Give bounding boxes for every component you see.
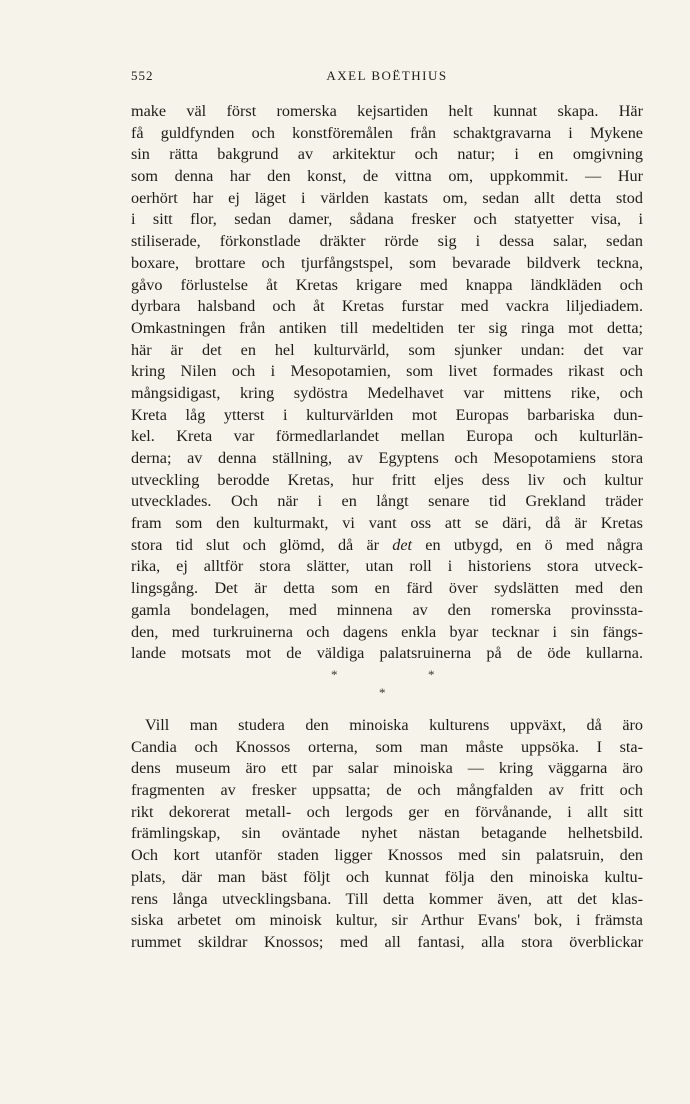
text-segment: stora tid slut och glömd, då är xyxy=(131,535,393,554)
emphasized-word: det xyxy=(392,535,413,554)
text-line: kring Nilen och i Mesopotamien, som livet formades rikast och xyxy=(131,362,643,381)
text-line: här är det en hel kulturvärld, som sjunker undan: det var xyxy=(131,340,643,359)
text-line: Omkastningen från antiken till medeltiden ter sig ringa mot detta; xyxy=(131,318,643,337)
page-number: 552 xyxy=(131,68,154,83)
text-line: plats, där man bäst följt och kunnat följa den minoiska kultu- xyxy=(131,867,643,886)
asterisk-right: * xyxy=(428,667,435,682)
text-line: boxare, brottare och tjurfångstspel, som bevarade bildverk teckna, xyxy=(131,253,643,272)
text-line: stiliserade, förkonstlade dräkter rörde sig i dessa salar, sedan xyxy=(131,232,643,251)
text-line: mångsidigast, kring sydöstra Medelhavet var mittens rike, och xyxy=(131,383,643,402)
text-line: främlingskap, sin oväntade nyhet nästan betagande helhetsbild. xyxy=(131,824,643,843)
text-line: make väl först romerska kejsartiden helt kunnat skapa. Här xyxy=(131,102,643,120)
text-line: dyrbara halsband och åt Kretas furstar med vackra liljediadem. xyxy=(131,297,643,316)
text-line: Kreta låg ytterst i kulturvärlden mot Europas barbariska dun- xyxy=(131,405,643,424)
text-line: dens museum äro ett par salar minoiska — kring väggarna äro xyxy=(131,759,643,778)
running-head xyxy=(131,68,643,86)
text-line: Och kort utanför staden ligger Knossos med sin palatsruin, den xyxy=(131,846,643,865)
paragraph-2 xyxy=(131,715,643,954)
text-line: rummet skildrar Knossos; med all fantasi, alla stora överblickar xyxy=(131,932,643,951)
text-line-with-emphasis xyxy=(131,535,643,557)
text-line: fram som den kulturmakt, vi vant oss att se däri, då är Kretas xyxy=(131,514,643,533)
running-title: AXEL BOËTHIUS xyxy=(326,68,448,83)
text-segment: en utbygd, en ö med några xyxy=(412,535,643,554)
text-line: utvecklades. Och när i en långt senare tid Grekland träder xyxy=(131,492,643,511)
text-line: rika, ej alltför stora slätter, utan roll i historiens stora utveck- xyxy=(131,557,643,576)
text-line: som denna har den konst, de vittna om, uppkommit. — Hur xyxy=(131,167,643,186)
text-line: den, med turkruinerna och dagens enkla byar tecknar i sin fängs- xyxy=(131,622,643,641)
text-line: utveckling berodde Kretas, hur fritt eljes dess liv och kultur xyxy=(131,470,643,489)
text-line: Candia och Knossos orterna, som man måste uppsöka. I sta- xyxy=(131,737,643,756)
text-line: sin rätta bakgrund av arkitektur och natur; i en omgivning xyxy=(131,145,643,164)
text-line: gåvo förlustelse åt Kretas krigare med knappa ländkläden och xyxy=(131,275,643,294)
text-line: få guldfynden och konstföremålen från schaktgravarna i Mykene xyxy=(131,123,643,142)
text-line: kel. Kreta var förmedlarlandet mellan Europa och kulturlän- xyxy=(131,427,643,446)
section-break-asterism xyxy=(0,667,690,707)
text-line: i sitt flor, sedan damer, sådana fresker och statyetter visa, i xyxy=(131,210,643,229)
text-line: siska arbetet om minoisk kultur, sir Arthur Evans' bok, i främsta xyxy=(131,911,643,930)
text-line: gamla bondelagen, med minnena av den romerska provinssta- xyxy=(131,600,643,619)
text-line: oerhört har ej läget i världen kastats om, sedan allt detta stod xyxy=(131,188,643,207)
text-line: derna; av denna ställning, av Egyptens och Mesopotamiens stora xyxy=(131,449,643,467)
text-line: lingsgång. Det är detta som en färd över sydslätten med den xyxy=(131,579,643,598)
text-line: rikt dekorerat metall- och lergods ger en förvånande, i allt sitt xyxy=(131,802,643,821)
text-line: Vill man studera den minoiska kulturens uppväxt, då äro xyxy=(145,716,643,734)
asterisk-left: * xyxy=(331,667,338,682)
text-line: lande motsats mot de väldiga palatsruinerna på de öde kullarna. xyxy=(131,644,643,663)
text-line: rens långa utvecklingsbana. Till detta kommer även, att det klas- xyxy=(131,889,643,908)
paragraph-1 xyxy=(131,101,643,665)
asterisk-center: * xyxy=(379,685,386,700)
text-line: fragmenten av fresker uppsatta; de och mångfalden av fritt och xyxy=(131,781,643,800)
